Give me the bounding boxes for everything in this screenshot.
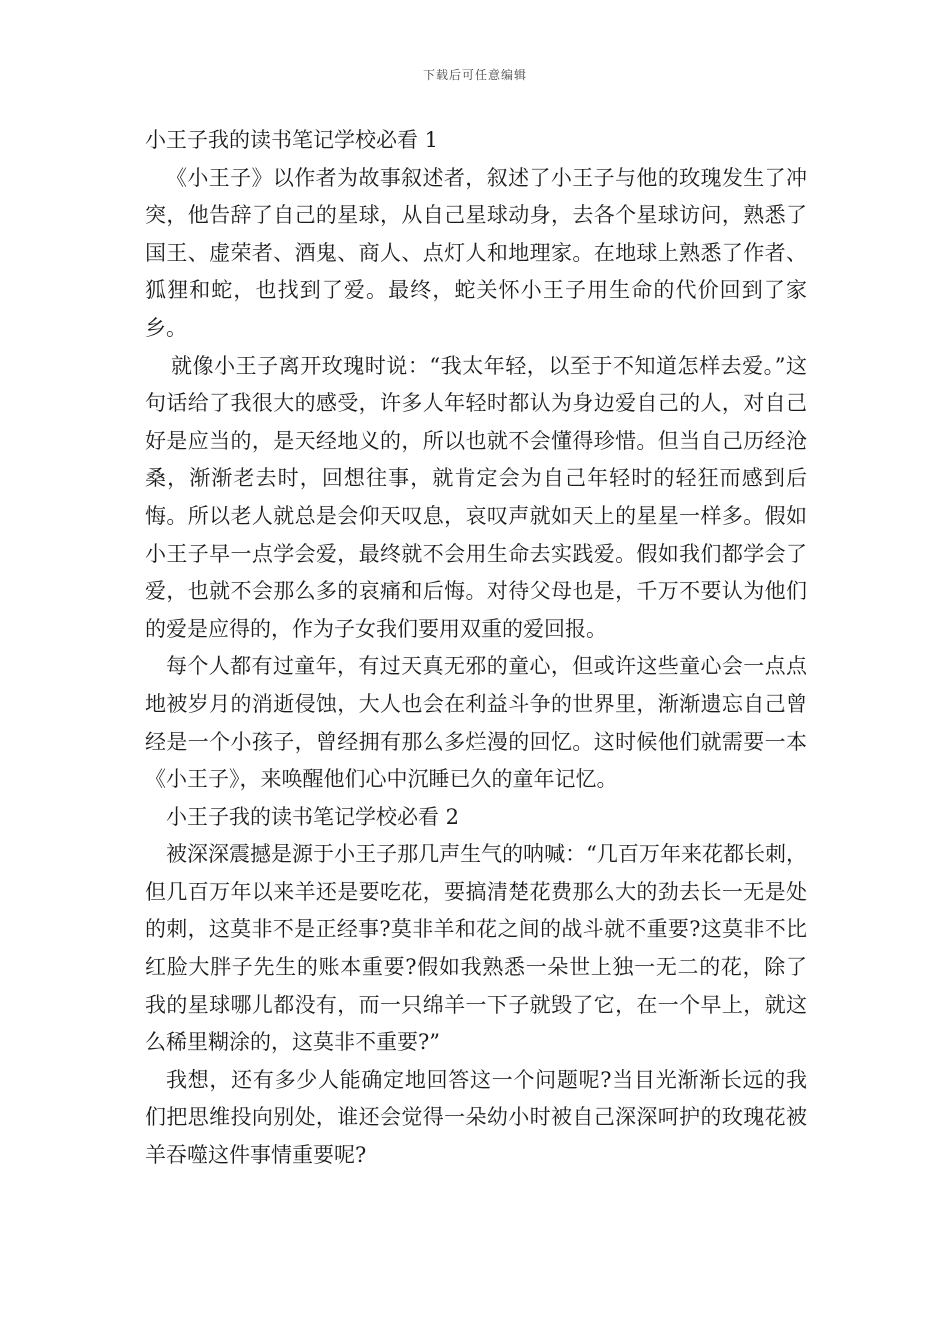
page-header-note: 下载后可任意编辑	[422, 68, 527, 82]
paragraph-1: 《小王子》以作者为故事叙述者，叙述了小王子与他的玫瑰发生了冲突，他告辞了自己的星球，从自己星球动身，去各个星球访问，熟悉了国王、虚荣者、酒鬼、商人、点灯人和地理家。在地球上熟悉了作者、狐狸和蛇，也找到了爱。最终，蛇关怀小王子用生命的代价回到了家乡。	[145, 165, 807, 340]
section-title-2: 小王子我的读书笔记学校必看 2	[166, 804, 460, 829]
document-body	[145, 122, 807, 1175]
paragraph-4: 被深深震撼是源于小王子那几声生气的呐喊：“几百万年来花都长刺，但几百万年以来羊还是要吃花，要搞清楚花费那么大的劲去长一无是处的刺，这莫非不是正经事?莫非羊和花之间的战斗就不重要?这莫非不比红脸大胖子先生的账本重要?假如我熟悉一朵世上独一无二的花，除了我的星球哪儿都没有，而一只绵羊一下子就毁了它，在一个早上，就这么稀里糊涂的，这莫非不重要?”	[145, 842, 807, 1055]
paragraph-3: 每个人都有过童年，有过天真无邪的童心，但或许这些童心会一点点地被岁月的消逝侵蚀，大人也会在利益斗争的世界里，渐渐遗忘自己曾经是一个小孩子，曾经拥有那么多烂漫的回忆。这时候他们就需要一本《小王子》，来唤醒他们心中沉睡已久的童年记忆。	[145, 654, 807, 792]
paragraph-2: 就像小王子离开玫瑰时说：“我太年轻，以至于不知道怎样去爱。”这句话给了我很大的感受，许多人年轻时都认为身边爱自己的人，对自己好是应当的，是天经地义的，所以也就不会懂得珍惜。但当自己历经沧桑，渐渐老去时，回想往事，就肯定会为自己年轻时的轻狂而感到后悔。所以老人就总是会仰天叹息，哀叹声就如天上的星星一样多。假如小王子早一点学会爱，最终就不会用生命去实践爱。假如我们都学会了爱，也就不会那么多的哀痛和后悔。对待父母也是，千万不要认为他们的爱是应得的，作为子女我们要用双重的爱回报。	[145, 353, 807, 641]
paragraph-5: 我想，还有多少人能确定地回答这一个问题呢?当目光渐渐长远的我们把思维投向别处，谁还会觉得一朵幼小时被自己深深呵护的玫瑰花被羊吞噬这件事情重要呢?	[145, 1067, 807, 1168]
section-title-1: 小王子我的读书笔记学校必看 1	[145, 128, 439, 152]
